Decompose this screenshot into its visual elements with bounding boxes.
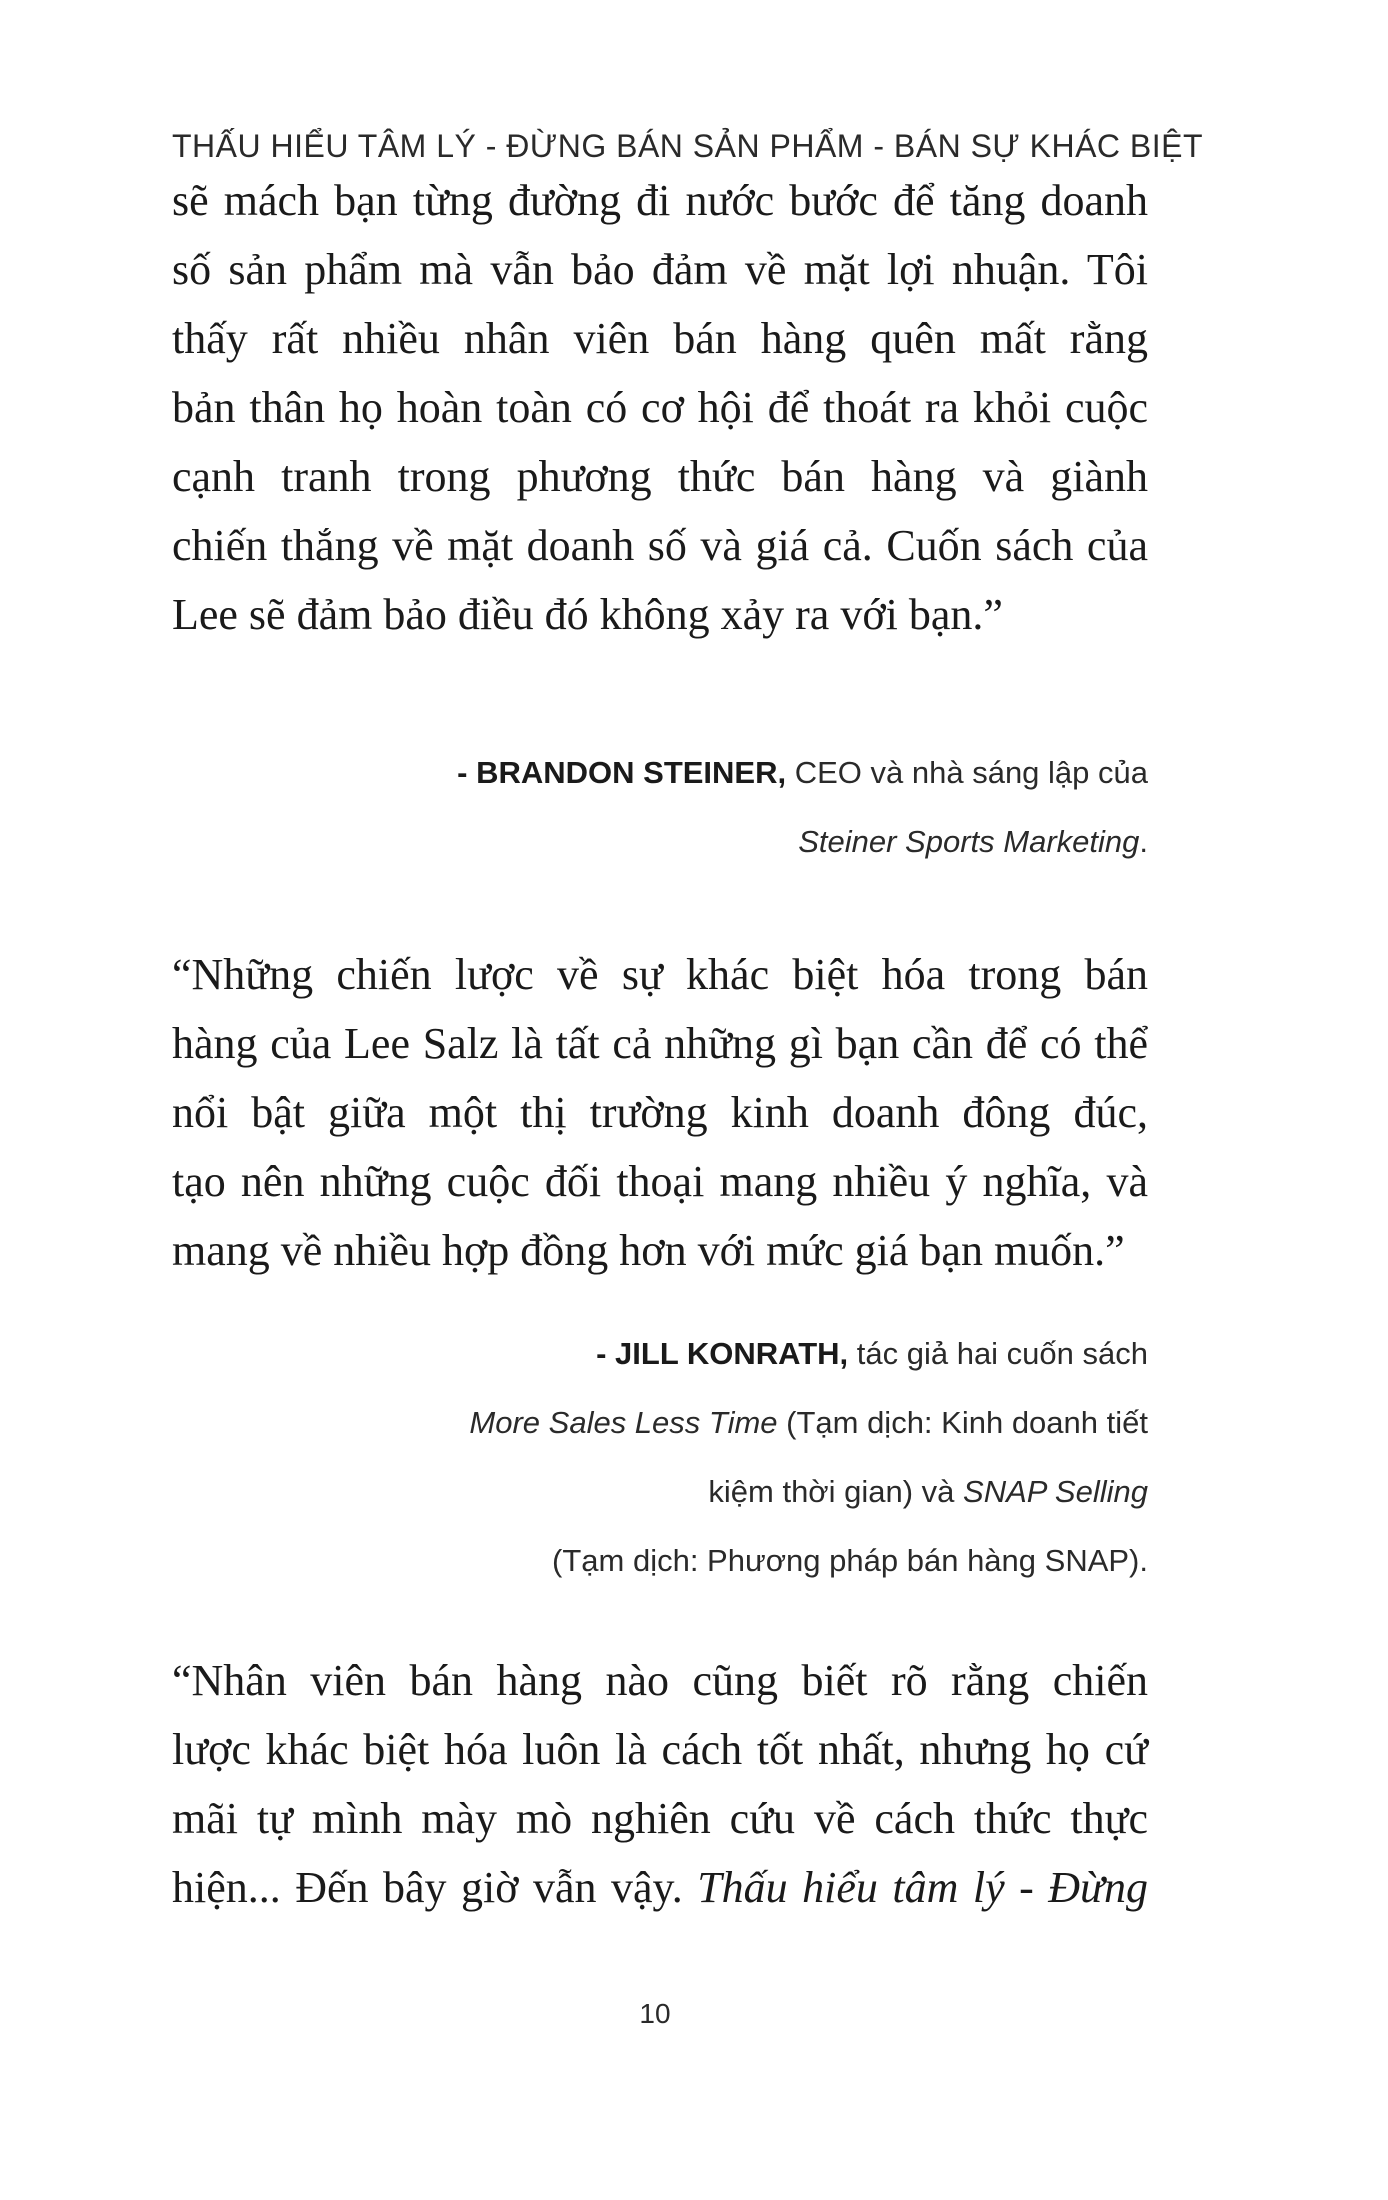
quote-3-text <box>172 1646 1148 1922</box>
attribution-line <box>248 1388 1148 1457</box>
text-line: bản thân họ hoàn toàn có cơ hội để thoát ra khỏi cuộc <box>172 383 1148 432</box>
text-plain: hiện... Đến bây giờ vẫn vậy. <box>172 1863 698 1912</box>
text-line: thấy rất nhiều nhân viên bán hàng quên mất rằng <box>172 314 1148 363</box>
attribution-name: - JILL KONRATH, <box>596 1336 849 1371</box>
book-title: SNAP Selling <box>963 1474 1148 1509</box>
attribution-role: tác giả hai cuốn sách <box>848 1336 1148 1371</box>
text-line: hàng của Lee Salz là tất cả những gì bạn cần để có thể <box>172 1019 1148 1068</box>
text-line: sẽ mách bạn từng đường đi nước bước để tăng doanh <box>172 176 1148 225</box>
attribution-line: (Tạm dịch: Phương pháp bán hàng SNAP). <box>552 1543 1148 1578</box>
attribution-role: CEO và nhà sáng lập của <box>786 755 1148 790</box>
running-header: THẤU HIỂU TÂM LÝ - ĐỪNG BÁN SẢN PHẨM - BÁN SỰ KHÁC BIỆT <box>172 128 1204 164</box>
attribution-name: - BRANDON STEINER, <box>457 755 787 790</box>
attribution-line <box>248 807 1148 876</box>
attribution-line <box>248 738 1148 807</box>
text-line: cạnh tranh trong phương thức bán hàng và giành <box>172 452 1148 501</box>
quote-2-text <box>172 940 1148 1285</box>
text-line: nổi bật giữa một thị trường kinh doanh đông đúc, <box>172 1088 1148 1137</box>
text-line: mang về nhiều hợp đồng hơn với mức giá bạn muốn.” <box>172 1226 1125 1275</box>
text-line: “Những chiến lược về sự khác biệt hóa trong bán <box>172 950 1148 999</box>
text-line <box>172 1853 1148 1922</box>
text-line: số sản phẩm mà vẫn bảo đảm về mặt lợi nhuận. Tôi <box>172 245 1148 294</box>
text-line: chiến thắng về mặt doanh số và giá cả. Cuốn sách của <box>172 521 1148 570</box>
book-note: kiệm thời gian) và <box>708 1474 964 1509</box>
page-number: 10 <box>639 1998 671 2029</box>
book-title: More Sales Less Time <box>469 1405 778 1440</box>
quote-1-attribution <box>248 738 1148 876</box>
text-line: lược khác biệt hóa luôn là cách tốt nhất, nhưng họ cứ <box>172 1725 1148 1774</box>
book-title-inline: Thấu hiểu tâm lý - Đừng <box>697 1863 1149 1912</box>
attribution-org: Steiner Sports Marketing <box>798 824 1140 859</box>
attribution-line <box>248 1457 1148 1526</box>
quote-1-text <box>172 166 1148 649</box>
text-line: “Nhân viên bán hàng nào cũng biết rõ rằng chiến <box>172 1656 1148 1705</box>
attribution-punct: . <box>1139 824 1148 859</box>
attribution-line <box>248 1319 1148 1388</box>
text-line: Lee sẽ đảm bảo điều đó không xảy ra với bạn.” <box>172 590 1003 639</box>
text-line: mãi tự mình mày mò nghiên cứu về cách thức thực <box>172 1794 1148 1843</box>
quote-2-attribution <box>248 1319 1148 1595</box>
text-line: tạo nên những cuộc đối thoại mang nhiều ý nghĩa, và <box>172 1157 1148 1206</box>
book-note: (Tạm dịch: Kinh doanh tiết <box>777 1405 1148 1440</box>
